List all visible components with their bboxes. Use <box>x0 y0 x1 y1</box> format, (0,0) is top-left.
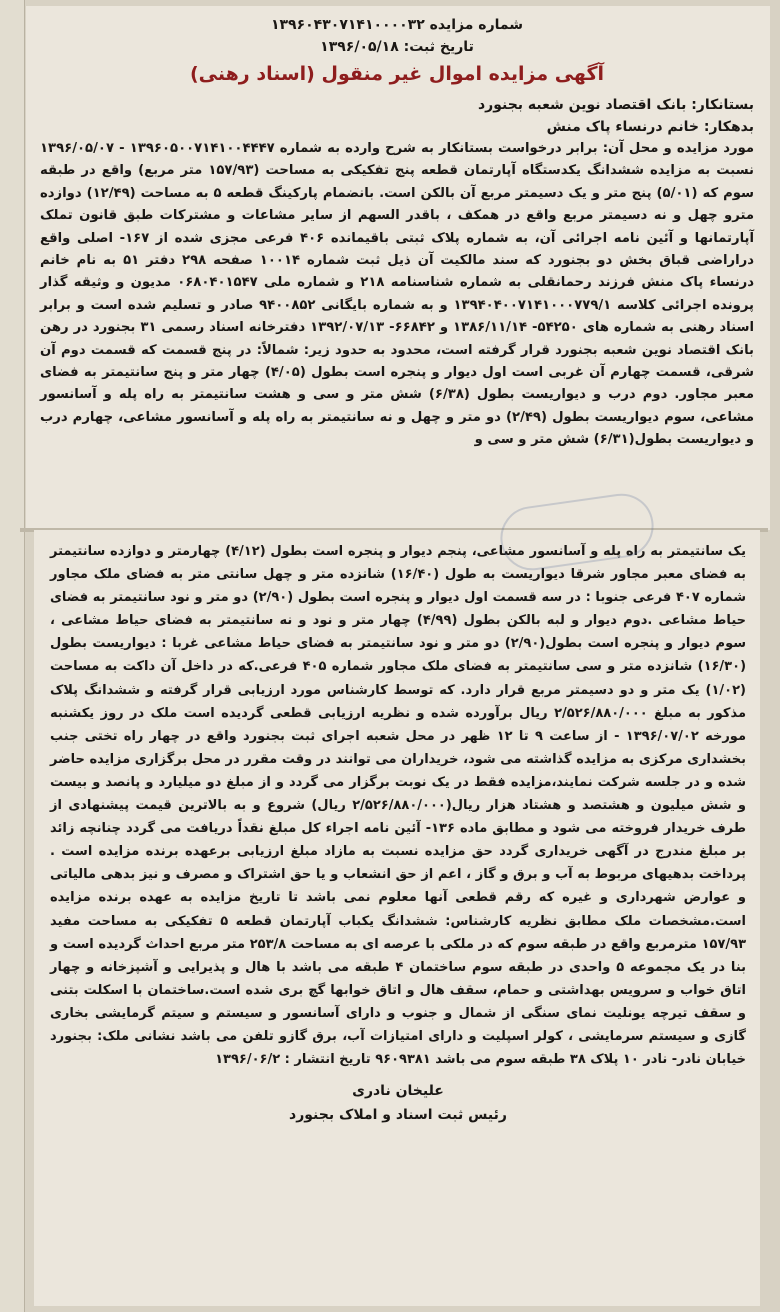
clipping-bottom <box>34 530 760 1306</box>
creditor: بستانکار: بانک اقتصاد نوین شعبه بجنورد <box>477 97 754 113</box>
left-margin-strip <box>0 0 25 1312</box>
clipping-top <box>26 6 770 530</box>
signatory-name: علیخان نادری <box>352 1083 444 1100</box>
signatory-position: رئیس ثبت اسناد و املاک بجنورد <box>289 1107 507 1124</box>
debtor: بدهکار: خانم درنساء پاک منش <box>546 119 754 135</box>
notice-body-top: مورد مزایده و محل آن: برابر درخواست بستانکار به شرح وارده به شماره ۱۳۹۶۰۵۰۰۷۱۴۱۰۰۴۴۴۷ - ۱۳۹۶/۰۵/۰۷ نسبت به مزایده ششدانگ یکدستگاه آپارتمان قطعه پنج تفکیکی به مساحت (۱۵۷/۹۳ متر مربع) واقع در طبقه سوم که (۵/۰۱) پنج متر و یک دسیمتر مربع آن بالکن است. بانضمام پارکینگ قطعه ۵ به مساحت (۱۲/۴۹) دوازده مترو چهل و نه دسیمتر مربع واقع در همکف ، باقدر السهم از سایر مشاعات و مشترکات طبق قانون تملک آپارتمانها و آئین نامه اجرائی آن، به شماره پلاک ثبتی باقیمانده ۴۰۶ فرعی مجزی شده از ۱۶۷- اصلی واقع دراراضی قباق بخش دو بجنورد که سند مالکیت آن ذیل ثبت شماره ۱۰۰۱۴ صفحه ۲۹۸ دفتر ۵۱ به نام خانم درنساء پاک منش فرزند رحمانقلی به شماره شناسنامه ۲۱۸ و شماره ملی ۰۶۸۰۴۰۱۵۴۷ مدیون و وثیقه گذار پرونده اجرائی کلاسه ۱۳۹۴۰۴۰۰۷۱۴۱۰۰۰۷۷۹/۱ و به شماره بایگانی ۹۴۰۰۸۵۲ صادر و تسلیم شده است و برابر اسناد رهنی به شماره های ۵۴۲۵۰- ۱۳۸۶/۱۱/۱۴ و ۶۶۸۴۲- ۱۳۹۲/۰۷/۱۳ دفترخانه اسناد رسمی ۳۱ بجنورد در رهن بانک اقتصاد نوین شعبه بجنورد قرار گرفته است، محدود به حدود زیر: شمالاً: در پنج قسمت که قسمت دوم آن شرقی، قسمت چهارم آن غربی است اول دیوار و پنجره است بطول (۴/۰۵) چهار متر و پنج سانتیمتر به فضای معبر مجاور. دوم درب و دیواریست بطول (۶/۳۸) شش متر و سی و هشت سانتیمتر به راه پله و آسانسور مشاعی، سوم دیواریست بطول (۲/۴۹) دو متر و چهل و نه سانتیمتر به راه پله و آسانسور مشاعی، چهارم درب و دیواریست بطول(۶/۳۱) شش متر و سی و <box>40 141 755 448</box>
notice-title: آگهی مزایده اموال غیر منقول (اسناد رهنی) <box>189 63 605 85</box>
auction-number: شماره مزایده ۱۳۹۶۰۴۳۰۷۱۴۱۰۰۰۰۳۲ <box>270 17 524 33</box>
signature-block <box>50 1079 746 1127</box>
registration-date: تاریخ ثبت: ۱۳۹۶/۰۵/۱۸ <box>320 39 474 55</box>
notice-body-bottom: یک سانتیمتر به راه پله و آسانسور مشاعی، پنجم دیوار و پنجره است بطول (۴/۱۲) چهارمتر و دوازده سانتیمتر به فضای معبر مجاور شرقا دیواریست به طول (۱۶/۴۰) شانزده متر و چهل سانتی متر به فضای ملک مجاور شماره ۴۰۷ فرعی جنوبا : در سه قسمت اول دیوار و پنجره است بطول (۲/۹۰) دو متر و نود سانتیمتر به فضای حیاط مشاعی .دوم دیوار و لبه بالکن بطول (۴/۹۹) چهار متر و نود و نه سانتیمتر به فضای حیاط مشاعی ، سوم دیوار و پنجره است بطول(۲/۹۰) دو متر و نود سانتیمتر به فضای حیاط مشاعی غربا : دیواریست بطول (۱۶/۳۰) شانزده متر و سی سانتیمتر به فضای ملک مجاور شماره ۴۰۵ فرعی.که در داخل آن داکت به مساحت (۱/۰۲) یک متر و دو دسیمتر مربع قرار دارد. که توسط کارشناس مورد ارزیابی قرار گرفته و ششدانگ پلاک مذکور به مبلغ ۲/۵۲۶/۸۸۰/۰۰۰ ریال برآورده شده و نظریه ارزیابی قطعی گردیده است ملک در روز یکشنبه مورخه ۱۳۹۶/۰۷/۰۲ - از ساعت ۹ تا ۱۲ ظهر در محل شعبه اجرای ثبت بجنورد واقع در چهار راه تختی جنب بخشداری مرکزی به مزایده گذاشته می شود، خریداران می توانند در وقت مقرر در محل برگزاری مزایده حاضر شده و در جلسه شرکت نمایند،مزایده فقط در یک نوبت برگزار می گردد و از مبلغ دو میلیارد و پانصد و بیست و شش میلیون و هشتصد و هشتاد هزار ریال(۲/۵۲۶/۸۸۰/۰۰۰ ریال) شروع و به بالاترین قیمت پیشنهادی از طرف خریدار فروخته می شود و مطابق ماده ۱۳۶- آئین نامه اجراء کل مبلغ نقداً دریافت می گردد چنانچه زائد بر مبلغ مندرج در آگهی خریداری گردد حق مزایده نسبت به مازاد مبلغ ارزیابی برعهده برنده مزایده است . پرداخت بدهیهای مربوط به آب و برق و گاز ، اعم از حق انشعاب و یا حق اشتراک و مصرف و نیز بدهی مالیاتی و عوارض شهرداری و غیره که رقم قطعی آنها معلوم نمی باشد تا تاریخ مزایده به عهده برنده مزایده است.مشخصات ملک مطابق نظریه کارشناس: ششدانگ یکباب آپارتمان قطعه ۵ تفکیکی به مساحت مفید ۱۵۷/۹۳ مترمربع واقع در طبقه سوم که در ملکی با عرصه ای به مساحت ۲۵۳/۸ متر مربع احداث گردیده است و بنا در یک مجموعه ۵ واحدی در طبقه سوم ساختمان ۴ طبقه می باشد با هال و پذیرایی و آشپزخانه و چهار اتاق خواب و سرویس بهداشتی و حمام، سقف هال و اتاق خوابها گچ بری شده است.ساختمان با اسکلت بتنی و سقف تیرچه یونلیت نمای سنگی از شمال و جنوب و دارای آسانسور و سیستم و سیتم گرمایشی بخاری گازی و سیستم سرمایشی ، کولر اسپلیت و دارای امتیازات آب، برق گازو تلفن می باشد نشانی ملک: بجنورد خیابان نادر- نادر ۱۰ پلاک ۳۸ طبقه سوم می باشد ۹۶۰۹۳۸۱ تاریخ انتشار : ۱۳۹۶/۰۶/۲ <box>50 544 747 1068</box>
